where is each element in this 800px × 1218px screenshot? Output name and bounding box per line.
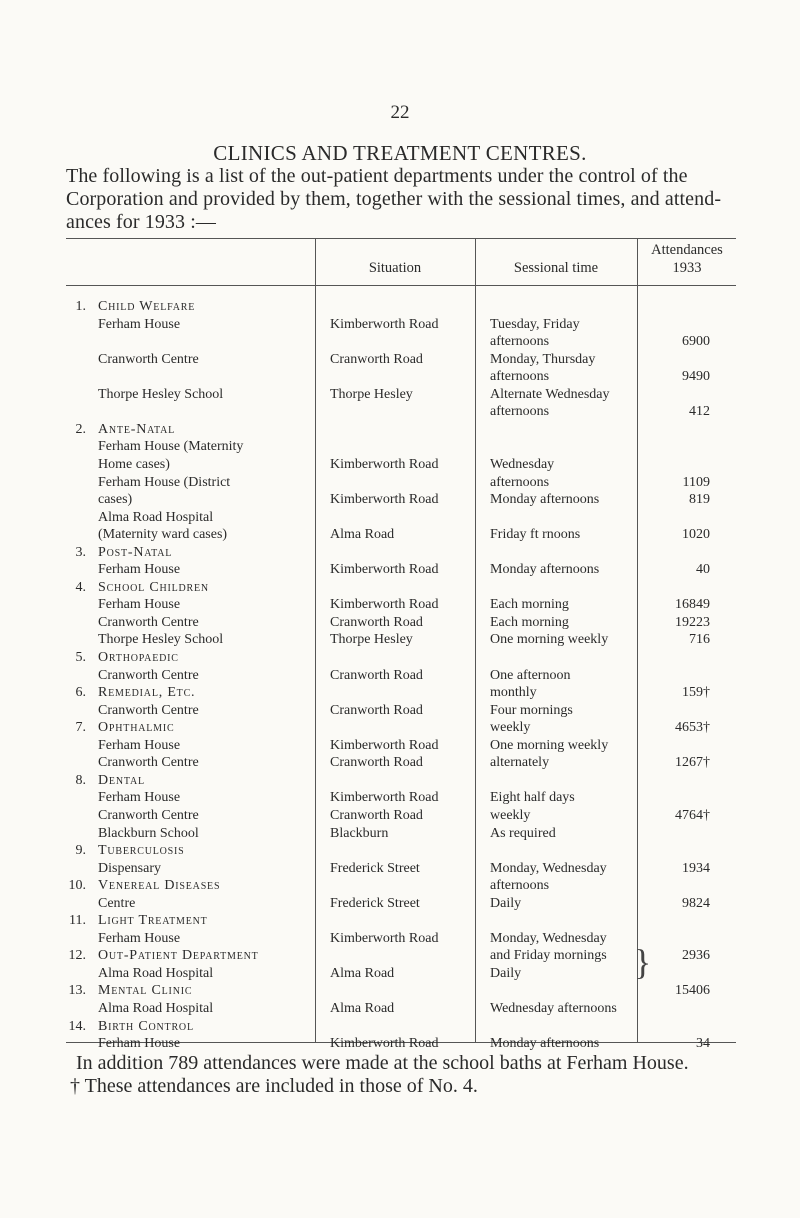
section-number: 8. — [75, 773, 86, 788]
sessional-time-cell: One afternoon — [490, 668, 571, 683]
situation-cell: Blackburn — [330, 826, 389, 841]
clinic-name: Centre — [98, 896, 136, 911]
clinic-name: Home cases) — [98, 457, 170, 472]
sessional-time-cell: afternoons — [490, 475, 550, 490]
attendance-count: 1267† — [675, 755, 710, 770]
section-title: Tuberculosis — [98, 843, 185, 858]
section-number: 3. — [75, 545, 86, 560]
situation-cell: Cranworth Road — [330, 668, 423, 683]
sessional-time-cell: monthly — [490, 685, 537, 700]
situation-cell: Kimberworth Road — [330, 562, 439, 577]
clinic-name: Cranworth Centre — [98, 615, 199, 630]
section-number: 14. — [68, 1019, 86, 1034]
clinic-name: Alma Road Hospital — [98, 510, 214, 525]
footnote-baths: In addition 789 attendances were made at the school baths at Ferham House. — [76, 1052, 689, 1074]
sessional-time-cell: weekly — [490, 808, 531, 823]
situation-cell: Cranworth Road — [330, 808, 423, 823]
clinic-name: Dispensary — [98, 861, 161, 876]
attendance-count: 16849 — [675, 597, 710, 612]
clinic-name: Blackburn School — [98, 826, 199, 841]
clinic-name: (Maternity ward cases) — [98, 527, 228, 542]
situation-cell: Kimberworth Road — [330, 1036, 439, 1051]
attendance-count: 9824 — [682, 896, 710, 911]
sessional-time-cell: Daily — [490, 896, 522, 911]
attendance-count: 819 — [689, 492, 710, 507]
attendance-count: 9490 — [682, 369, 710, 384]
clinic-name: Ferham House (District — [98, 475, 231, 490]
section-title: Remedial, Etc. — [98, 685, 196, 700]
situation-cell: Kimberworth Road — [330, 790, 439, 805]
intro-line: Corporation and provided by them, together with the sessional times, and attend- — [66, 188, 722, 210]
attendance-count: 1934 — [682, 861, 710, 876]
situation-cell: Frederick Street — [330, 896, 420, 911]
section-title: Out-Patient Department — [98, 948, 259, 963]
sessional-time-cell: Daily — [490, 966, 522, 981]
attendance-count: 716 — [689, 632, 710, 647]
clinic-name: Ferham House (Maternity — [98, 439, 244, 454]
situation-cell: Cranworth Road — [330, 615, 423, 630]
section-number: 1. — [75, 299, 86, 314]
clinic-name: Ferham House — [98, 738, 181, 753]
clinic-name: cases) — [98, 492, 133, 507]
section-title: Post-Natal — [98, 545, 173, 560]
section-title: Venereal Diseases — [98, 878, 221, 893]
section-number: 7. — [75, 720, 86, 735]
sessional-time-cell: Monday afternoons — [490, 492, 600, 507]
header-bottom-rule — [66, 285, 736, 286]
section-number: 9. — [75, 843, 86, 858]
header-sessional-time: Sessional time — [513, 260, 599, 276]
sessional-time-cell: Four mornings — [490, 703, 573, 718]
situation-cell: Frederick Street — [330, 861, 420, 876]
attendance-count: 159† — [682, 685, 710, 700]
situation-cell: Kimberworth Road — [330, 597, 439, 612]
sessional-time-cell: Tuesday, Friday — [490, 317, 580, 332]
clinic-name: Ferham House — [98, 562, 181, 577]
header-attendances: Attendances — [651, 242, 723, 258]
situation-cell: Kimberworth Road — [330, 492, 439, 507]
intro-line: ances for 1933 :— — [66, 211, 216, 233]
clinic-name: Cranworth Centre — [98, 668, 199, 683]
section-number: 13. — [68, 983, 86, 998]
sessional-time-cell: Friday ft rnoons — [490, 527, 581, 542]
clinic-name: Thorpe Hesley School — [98, 632, 224, 647]
footnote-dagger: † These attendances are included in those of No. 4. — [70, 1075, 478, 1097]
sessional-time-cell: Alternate Wednesday — [490, 387, 610, 402]
page-number: 22 — [390, 102, 410, 123]
sessional-time-cell: weekly — [490, 720, 531, 735]
situation-cell: Cranworth Road — [330, 703, 423, 718]
section-number: 5. — [75, 650, 86, 665]
attendance-count: 2936 — [682, 948, 710, 963]
situation-cell: Kimberworth Road — [330, 317, 439, 332]
section-title: Mental Clinic — [98, 983, 193, 998]
header-year: 1933 — [672, 260, 702, 276]
situation-cell: Alma Road — [330, 1001, 395, 1016]
sessional-time-cell: Monday, Wednesday — [490, 931, 607, 946]
attendance-count: 1020 — [682, 527, 710, 542]
table-top-rule — [66, 238, 736, 239]
sessional-time-cell: alternately — [490, 755, 550, 770]
clinic-name: Cranworth Centre — [98, 352, 199, 367]
clinic-name: Thorpe Hesley School — [98, 387, 224, 402]
sessional-time-cell: afternoons — [490, 334, 550, 349]
section-number: 6. — [75, 685, 86, 700]
section-number: 4. — [75, 580, 86, 595]
clinic-name: Alma Road Hospital — [98, 966, 214, 981]
sessional-time-cell: One morning weekly — [490, 632, 609, 647]
clinic-name: Ferham House — [98, 931, 181, 946]
attendance-count: 412 — [689, 404, 710, 419]
sessional-time-cell: Wednesday afternoons — [490, 1001, 617, 1016]
sessional-time-cell: Monday, Wednesday — [490, 861, 607, 876]
section-title: Child Welfare — [98, 299, 196, 314]
section-title: Ante-Natal — [98, 422, 176, 437]
attendance-count: 4764† — [675, 808, 710, 823]
header-situation: Situation — [368, 260, 422, 276]
situation-cell: Kimberworth Road — [330, 457, 439, 472]
column-divider — [637, 238, 638, 1042]
section-number: 12. — [68, 948, 86, 963]
situation-cell: Thorpe Hesley — [330, 387, 413, 402]
sessional-time-cell: As required — [490, 826, 556, 841]
attendance-count: 1109 — [682, 475, 710, 490]
situation-cell: Alma Road — [330, 966, 395, 981]
page-title: CLINICS AND TREATMENT CENTRES. — [213, 141, 587, 165]
sessional-time-cell: Eight half days — [490, 790, 575, 805]
sessional-time-cell: and Friday mornings — [490, 948, 607, 963]
section-title: School Children — [98, 580, 209, 595]
situation-cell: Kimberworth Road — [330, 738, 439, 753]
sessional-time-cell: Each morning — [490, 615, 569, 630]
attendance-count: 15406 — [675, 983, 710, 998]
sessional-time-cell: Monday afternoons — [490, 1036, 600, 1051]
clinic-name: Alma Road Hospital — [98, 1001, 214, 1016]
sessional-time-cell: Monday, Thursday — [490, 352, 596, 367]
clinic-name: Cranworth Centre — [98, 808, 199, 823]
clinic-name: Cranworth Centre — [98, 703, 199, 718]
clinic-name: Ferham House — [98, 597, 181, 612]
attendance-count: 4653† — [675, 720, 710, 735]
attendance-count: 19223 — [675, 615, 710, 630]
section-title: Orthopaedic — [98, 650, 179, 665]
sessional-time-cell: afternoons — [490, 404, 550, 419]
clinic-name: Ferham House — [98, 790, 181, 805]
sessional-time-cell: afternoons — [490, 878, 550, 893]
column-divider — [315, 238, 316, 1042]
section-title: Light Treatment — [98, 913, 208, 928]
clinic-name: Ferham House — [98, 317, 181, 332]
attendance-count: 40 — [696, 562, 710, 577]
section-number: 2. — [75, 422, 86, 437]
section-title: Birth Control — [98, 1019, 194, 1034]
situation-cell: Cranworth Road — [330, 755, 423, 770]
sessional-time-cell: Monday afternoons — [490, 562, 600, 577]
sessional-time-cell: Each morning — [490, 597, 569, 612]
clinic-name: Ferham House — [98, 1036, 181, 1051]
situation-cell: Alma Road — [330, 527, 395, 542]
attendance-count: 34 — [696, 1036, 710, 1051]
section-title: Ophthalmic — [98, 720, 175, 735]
intro-line: The following is a list of the out-patient departments under the control of the — [66, 165, 688, 187]
section-title: Dental — [98, 773, 145, 788]
section-number: 11. — [69, 913, 86, 928]
section-number: 10. — [68, 878, 86, 893]
column-divider — [475, 238, 476, 1042]
sessional-time-cell: afternoons — [490, 369, 550, 384]
situation-cell: Cranworth Road — [330, 352, 423, 367]
situation-cell: Kimberworth Road — [330, 931, 439, 946]
brace-symbol: } — [634, 942, 652, 982]
attendance-count: 6900 — [682, 334, 710, 349]
clinic-name: Cranworth Centre — [98, 755, 199, 770]
sessional-time-cell: One morning weekly — [490, 738, 609, 753]
sessional-time-cell: Wednesday — [490, 457, 555, 472]
situation-cell: Thorpe Hesley — [330, 632, 413, 647]
